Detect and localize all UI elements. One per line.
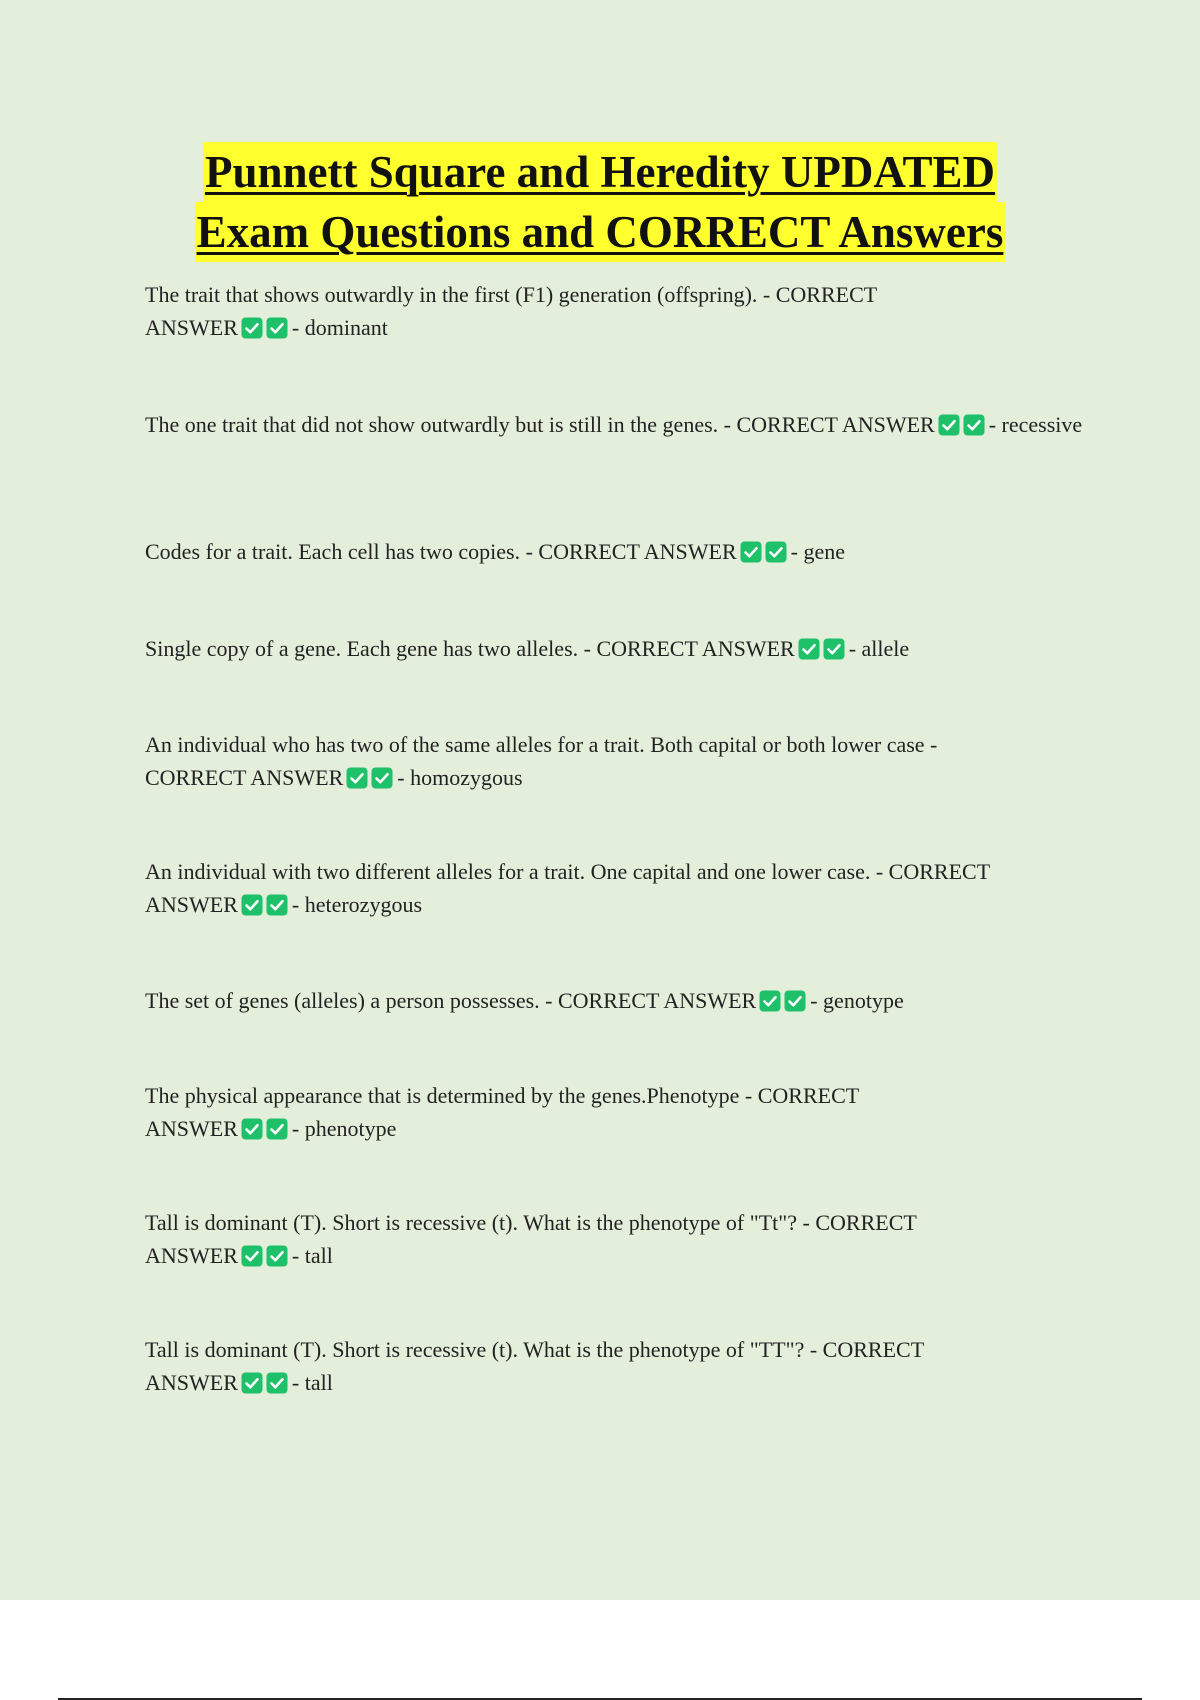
question-text: An individual who has two of the same alleles for a trait. Both capital or both lower case - (145, 732, 938, 757)
answer-lead-text: ANSWER (145, 315, 238, 340)
document-title (0, 142, 1200, 262)
question-text: Tall is dominant (T). Short is recessive (t). What is the phenotype of "TT"? - CORRECT (145, 1337, 925, 1362)
check-mark-icon (938, 414, 960, 436)
check-mark-icon (346, 767, 368, 789)
answer-text: - phenotype (291, 1116, 397, 1141)
check-mark-icon (266, 317, 288, 339)
check-mark-icon (765, 541, 787, 563)
qa-item (145, 1333, 1085, 1399)
check-mark-icon (241, 317, 263, 339)
answer-text: - genotype (810, 988, 904, 1013)
answer-text: - allele (848, 636, 910, 661)
qa-item (145, 408, 1085, 441)
answer-text: - heterozygous (291, 892, 423, 917)
answer-text: - gene (790, 539, 846, 564)
qa-item (145, 278, 1085, 344)
question-text: Single copy of a gene. Each gene has two alleles. - CORRECT ANSWER (145, 636, 795, 661)
answer-text: - recessive (988, 412, 1083, 437)
qa-item (145, 535, 1085, 568)
check-mark-icon (371, 767, 393, 789)
answer-text: - tall (291, 1370, 333, 1395)
check-mark-icon (241, 1245, 263, 1267)
qa-item (145, 728, 1085, 794)
check-mark-icon (266, 1372, 288, 1394)
qa-item (145, 855, 1085, 921)
question-text: The one trait that did not show outwardly but is still in the genes. - CORRECT ANSWER (145, 412, 935, 437)
title-line-2: Exam Questions and CORRECT Answers (195, 202, 1006, 262)
check-mark-icon (823, 638, 845, 660)
check-mark-icon (241, 1118, 263, 1140)
qa-item (145, 1079, 1085, 1145)
question-text: The set of genes (alleles) a person possesses. - CORRECT ANSWER (145, 988, 757, 1013)
qa-item (145, 632, 1085, 665)
check-mark-icon (266, 1118, 288, 1140)
check-mark-icon (784, 990, 806, 1012)
answer-text: - dominant (291, 315, 388, 340)
answer-lead-text: CORRECT ANSWER (145, 765, 344, 790)
question-text: Tall is dominant (T). Short is recessive (t). What is the phenotype of "Tt"? - CORRECT (145, 1210, 917, 1235)
question-text: An individual with two different alleles for a trait. One capital and one lower case. - CORRECT (145, 859, 991, 884)
check-mark-icon (266, 894, 288, 916)
answer-text: - homozygous (397, 765, 523, 790)
check-mark-icon (266, 1245, 288, 1267)
question-text: The physical appearance that is determined by the genes.Phenotype - CORRECT (145, 1083, 860, 1108)
check-mark-icon (759, 990, 781, 1012)
check-mark-icon (963, 414, 985, 436)
answer-lead-text: ANSWER (145, 1243, 238, 1268)
answer-lead-text: ANSWER (145, 892, 238, 917)
question-text: The trait that shows outwardly in the first (F1) generation (offspring). - CORRECT (145, 282, 878, 307)
answer-lead-text: ANSWER (145, 1116, 238, 1141)
title-line-1: Punnett Square and Heredity UPDATED (203, 142, 997, 202)
check-mark-icon (798, 638, 820, 660)
question-text: Codes for a trait. Each cell has two copies. - CORRECT ANSWER (145, 539, 737, 564)
qa-item (145, 984, 1085, 1017)
answer-lead-text: ANSWER (145, 1370, 238, 1395)
check-mark-icon (740, 541, 762, 563)
answer-text: - tall (291, 1243, 333, 1268)
check-mark-icon (241, 1372, 263, 1394)
check-mark-icon (241, 894, 263, 916)
qa-item (145, 1206, 1085, 1272)
